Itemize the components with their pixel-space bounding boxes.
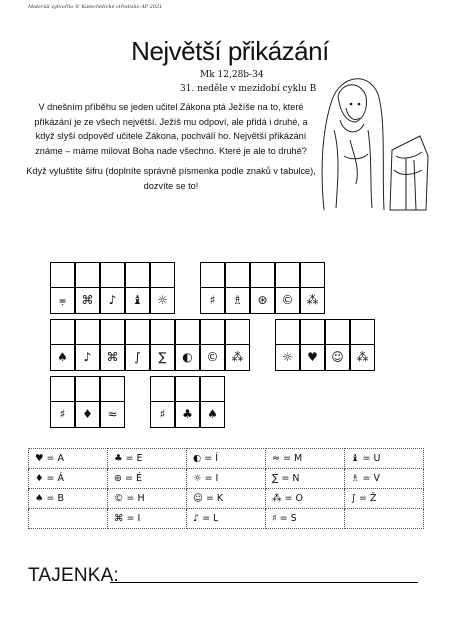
cipher-cell [300, 319, 325, 371]
legend-cell: ⊛ = É [108, 469, 187, 489]
cipher-symbol: © [275, 288, 300, 314]
cipher-cell [50, 376, 75, 428]
cipher-cell [350, 319, 375, 371]
legend-cell: ♥ = A [29, 449, 108, 469]
cipher-cell [150, 376, 175, 428]
cipher-cell [275, 319, 300, 371]
letter-answer-box[interactable] [250, 262, 275, 288]
letter-answer-box[interactable] [50, 376, 75, 402]
cipher-symbol: ◐ [175, 345, 200, 371]
task-paragraph: Když vyluštíte šifru (doplníte správně písmenka podle znaků v tabulce), dozvíte se to! [26, 166, 316, 191]
cipher-cell [150, 319, 175, 371]
letter-answer-box[interactable] [50, 319, 75, 345]
letter-answer-box[interactable] [225, 319, 250, 345]
cipher-cell [125, 262, 150, 314]
cipher-symbol: ☼ [150, 288, 175, 314]
letter-answer-box[interactable] [75, 319, 100, 345]
cipher-cell [175, 319, 200, 371]
legend-cell: ∫ = Ž [345, 489, 424, 509]
letter-answer-box[interactable] [225, 262, 250, 288]
answer-line[interactable] [110, 582, 418, 583]
legend-row [29, 489, 424, 509]
letter-answer-box[interactable] [75, 376, 100, 402]
legend-cell: ♦ = Á [29, 469, 108, 489]
legend-cell: ☺ = K [187, 489, 266, 509]
liturgical-occasion: 31. neděle v mezidobí cyklu B [180, 84, 317, 94]
cipher-cell [100, 376, 125, 428]
cipher-cell [200, 262, 225, 314]
legend-row [29, 509, 424, 529]
letter-answer-box[interactable] [125, 262, 150, 288]
letter-answer-box[interactable] [150, 376, 175, 402]
cipher-cell [125, 319, 150, 371]
cipher-symbol: ♯ [200, 288, 225, 314]
cipher-symbol: ♪ [100, 288, 125, 314]
letter-answer-box[interactable] [125, 319, 150, 345]
cipher-symbol: ⁂ [350, 345, 375, 371]
legend-cell: ⌘ = I [108, 509, 187, 529]
legend-cell: © = H [108, 489, 187, 509]
legend-cell: ♯ = S [266, 509, 345, 529]
letter-answer-box[interactable] [350, 319, 375, 345]
answer-label: TAJENKA: [28, 565, 119, 586]
cipher-cell [275, 262, 300, 314]
letter-answer-box[interactable] [100, 262, 125, 288]
cipher-cell [225, 319, 250, 371]
cipher-symbol: ♯ [50, 402, 75, 428]
letter-answer-box[interactable] [200, 319, 225, 345]
legend-row [29, 469, 424, 489]
cipher-cell [75, 319, 100, 371]
legend-cell: ♠ = B [29, 489, 108, 509]
cipher-symbol: ≈ [100, 402, 125, 428]
cipher-cell [175, 376, 200, 428]
letter-answer-box[interactable] [100, 376, 125, 402]
letter-answer-box[interactable] [300, 319, 325, 345]
cipher-symbol: ⁂ [225, 345, 250, 371]
cipher-symbol: ♠ [200, 402, 225, 428]
cipher-cell [300, 262, 325, 314]
cipher-symbol: ♠ [50, 345, 75, 371]
legend-cell: ∑ = N [266, 469, 345, 489]
cipher-symbol: ☼ [275, 345, 300, 371]
cipher-legend-table [28, 448, 424, 529]
cipher-symbol: ♣ [175, 402, 200, 428]
legend-cell: ♝ = U [345, 449, 424, 469]
cipher-cell [100, 262, 125, 314]
legend-cell: ♗ = V [345, 469, 424, 489]
cipher-cell [225, 262, 250, 314]
letter-answer-box[interactable] [325, 319, 350, 345]
cipher-cell [200, 319, 225, 371]
bible-reference: Mk 12,28b-34 [200, 70, 264, 80]
letter-answer-box[interactable] [50, 262, 75, 288]
legend-cell: ⁂ = O [266, 489, 345, 509]
cipher-symbol: ⌘ [75, 288, 100, 314]
cipher-cell [100, 319, 125, 371]
letter-answer-box[interactable] [100, 319, 125, 345]
cipher-symbol: ♥ [300, 345, 325, 371]
letter-answer-box[interactable] [175, 319, 200, 345]
legend-cell [29, 509, 108, 529]
legend-row [29, 449, 424, 469]
cipher-symbol: ♝ [125, 288, 150, 314]
cipher-symbol: ♪ [75, 345, 100, 371]
legend-cell: ◐ = Í [187, 449, 266, 469]
page-title: Největší přikázání [131, 36, 329, 66]
letter-answer-box[interactable] [300, 262, 325, 288]
letter-answer-box[interactable] [150, 262, 175, 288]
legend-cell: ♪ = L [187, 509, 266, 529]
cipher-symbol: ∫ [125, 345, 150, 371]
cipher-symbol: ∑ [150, 345, 175, 371]
cipher-cell [50, 319, 75, 371]
cipher-symbol: ☺ [325, 345, 350, 371]
legend-cell: ☼ = I [187, 469, 266, 489]
credit-line: Materiál vytvořilo © Katechetické středisko AP 2021 [28, 4, 163, 10]
cipher-cell [75, 376, 100, 428]
cipher-symbol: ♗ [225, 288, 250, 314]
story-paragraph: V dnešním příběhu se jeden učitel Zákona ptá Ježíše na to, které přikázání je ze všech největší. Ježíš mu odpoví, ale přidá i druhé, a když slyší odpověď učitele Zákona, pochválí ho. Největší přikázání známe – máme milovat Boha nade všechno. Které je ale to druhé? [34, 102, 308, 156]
cipher-cell [75, 262, 100, 314]
cipher-symbol: ⌘ [100, 345, 125, 371]
cipher-cell [325, 319, 350, 371]
legend-cell [345, 509, 424, 529]
letter-answer-box[interactable] [200, 376, 225, 402]
letter-answer-box[interactable] [200, 262, 225, 288]
jesus-and-scribe-illustration [310, 60, 442, 215]
intro-text [26, 100, 316, 193]
cipher-symbol: ⊛ [250, 288, 275, 314]
cipher-cell [50, 262, 75, 314]
cipher-cell [200, 376, 225, 428]
letter-answer-box[interactable] [275, 319, 300, 345]
legend-cell: ≈ = M [266, 449, 345, 469]
cipher-symbol: ♦ [75, 402, 100, 428]
letter-answer-box[interactable] [275, 262, 300, 288]
cipher-cell [150, 262, 175, 314]
cipher-symbol: © [200, 345, 225, 371]
letter-answer-box[interactable] [175, 376, 200, 402]
cipher-symbol: ⁂ [300, 288, 325, 314]
cipher-symbol: ⩦ [50, 288, 75, 314]
cipher-symbol: ♯ [150, 402, 175, 428]
letter-answer-box[interactable] [75, 262, 100, 288]
cipher-cell [250, 262, 275, 314]
legend-cell: ♣ = E [108, 449, 187, 469]
letter-answer-box[interactable] [150, 319, 175, 345]
